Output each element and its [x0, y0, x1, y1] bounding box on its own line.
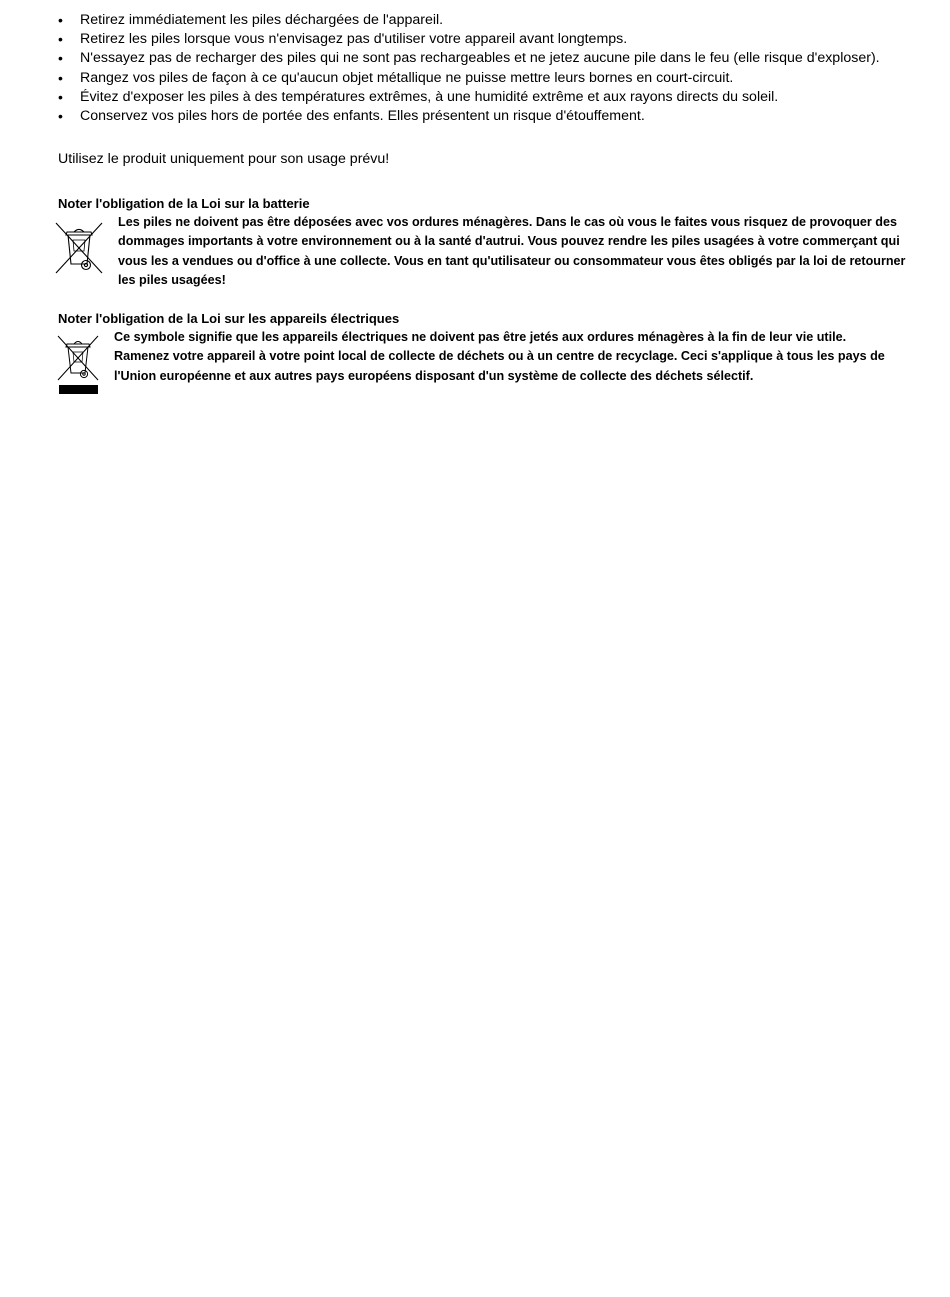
- electrical-law-heading: Noter l'obligation de la Loi sur les appareils électriques: [58, 311, 400, 326]
- bullet-marker: •: [58, 108, 63, 125]
- crossed-out-wheelie-bin-icon: [53, 220, 105, 276]
- list-item-text: Évitez d'exposer les piles à des températures extrêmes, à une humidité extrême et aux rayons directs du soleil.: [80, 88, 779, 105]
- electrical-law-text: Ce symbole signifie que les appareils électriques ne doivent pas être jetés aux ordures ménagères à la fin de leur vie utile. Ramenez votre appareil à votre point local de collecte de déchets ou à un centre de recyclage. Ceci s'applique à tous les pays de l'Union européenne et aux autres pays européens disposant d'un système de collecte des déchets sélectif.: [114, 330, 885, 383]
- bullet-marker: •: [58, 31, 63, 48]
- usage-note: Utilisez le produit uniquement pour son usage prévu!: [58, 151, 390, 167]
- battery-law-text: Les piles ne doivent pas être déposées avec vos ordures ménagères. Dans le cas où vous le faites vous risquez de provoquer des dommages importants à votre environnement ou à la santé d'autrui. Vous pouvez rendre les piles usagées à votre commerçant qui vous les a vendues ou d'office à une collecte. Vous en tant qu'utilisateur ou consommateur vous êtes obligés par la loi de retourner les piles usagées!: [118, 215, 906, 287]
- list-item-text: N'essayez pas de recharger des piles qui ne sont pas rechargeables et ne jetez aucune pile dans le feu (elle risque d'exploser).: [80, 50, 880, 67]
- battery-law-heading: Noter l'obligation de la Loi sur la batterie: [58, 196, 310, 211]
- list-item: [58, 88, 938, 107]
- list-item: [58, 49, 938, 68]
- weee-black-bar: [59, 385, 98, 394]
- bullet-marker: •: [58, 50, 63, 67]
- list-item-text: Retirez immédiatement les piles déchargées de l'appareil.: [80, 12, 444, 28]
- list-item: [58, 107, 938, 126]
- bullet-marker: •: [58, 69, 63, 86]
- bullet-marker: •: [58, 12, 63, 28]
- list-item: [58, 69, 938, 88]
- list-item-text: Rangez vos piles de façon à ce qu'aucun objet métallique ne puisse mettre leurs bornes en court-circuit.: [80, 69, 734, 86]
- list-item-text: Retirez les piles lorsque vous n'envisagez pas d'utiliser votre appareil avant longtemps.: [80, 31, 628, 48]
- list-item: [58, 30, 938, 49]
- list-item: [58, 11, 938, 30]
- list-item-text: Conservez vos piles hors de portée des enfants. Elles présentent un risque d'étouffement.: [80, 108, 645, 125]
- bullet-marker: •: [58, 88, 63, 105]
- weee-crossed-bin-icon: [55, 334, 101, 396]
- battery-safety-list: [58, 11, 938, 126]
